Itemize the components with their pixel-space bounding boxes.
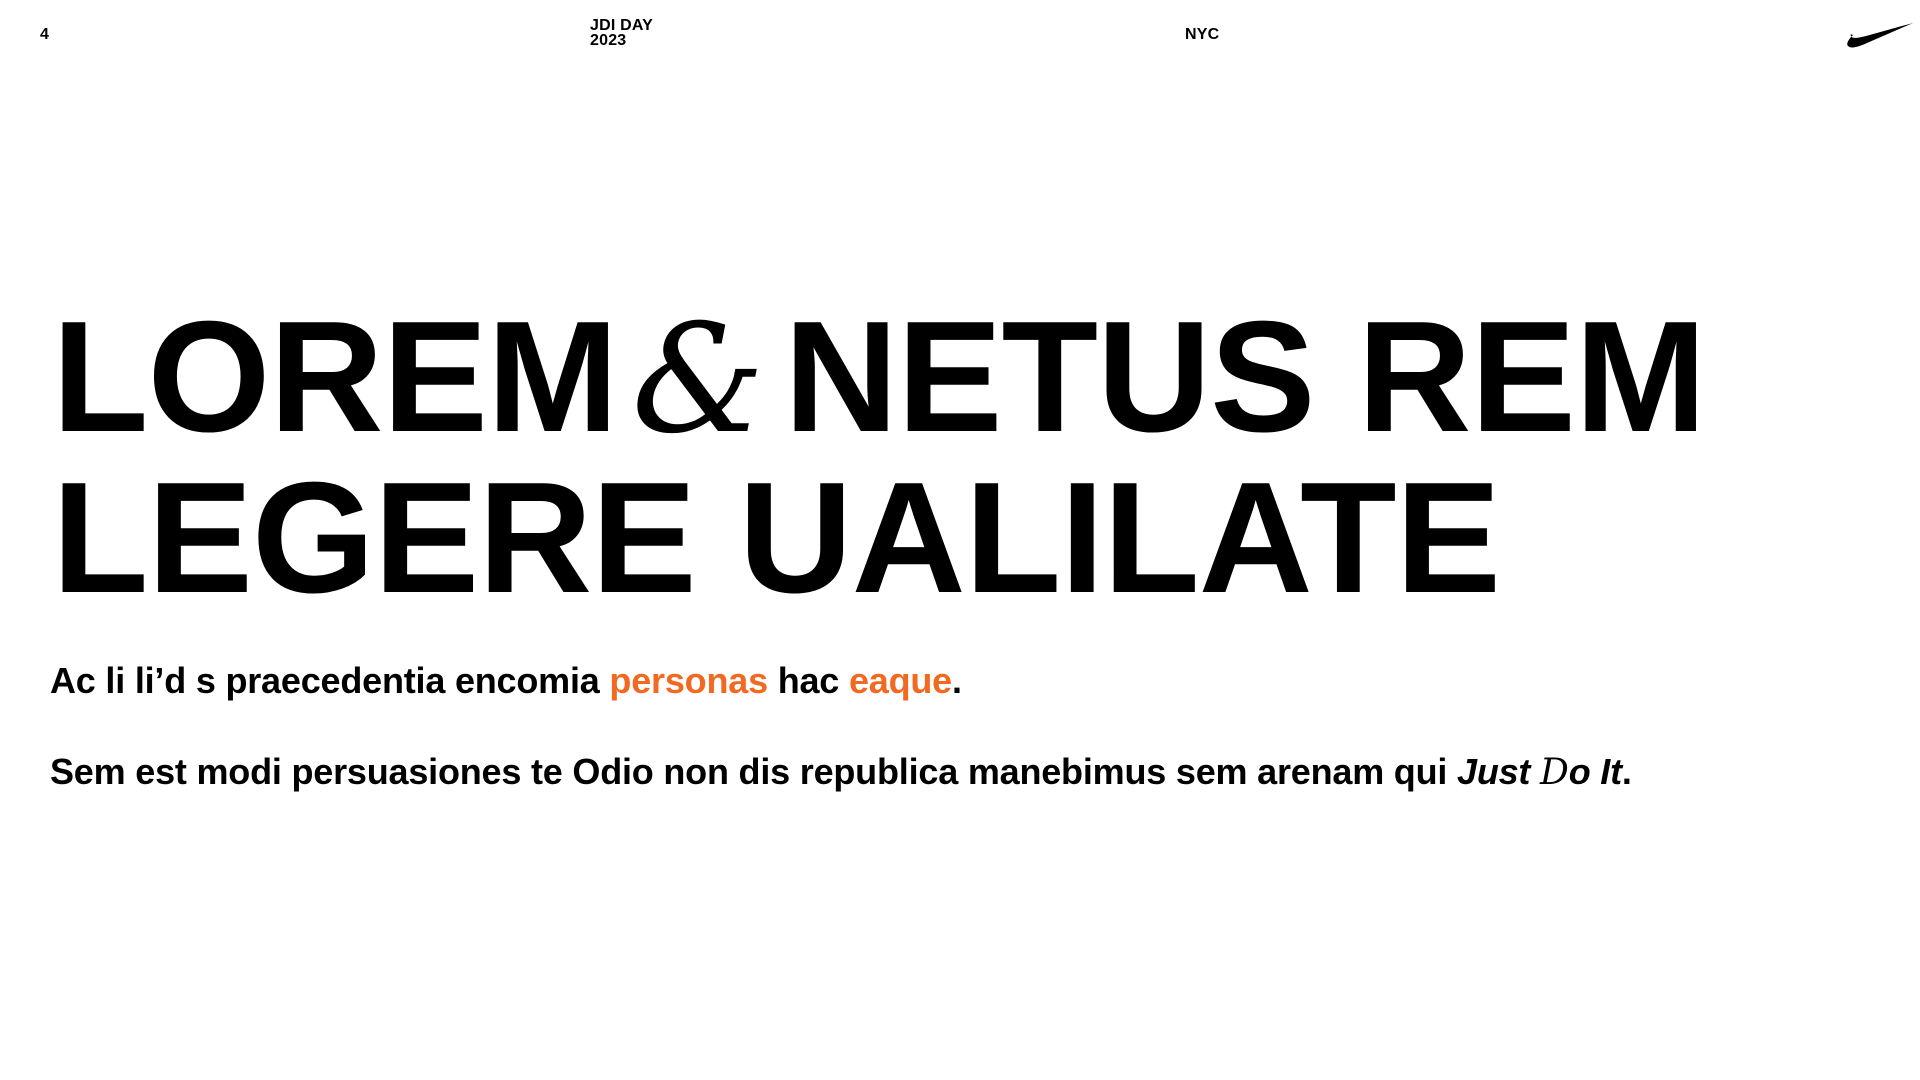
event-title	[590, 18, 653, 48]
headline	[52, 289, 1706, 626]
body-line-1-period: .	[951, 660, 962, 701]
event-location: NYC	[1185, 26, 1220, 43]
tagline-just: Just	[1457, 751, 1541, 792]
tagline-it: It	[1590, 751, 1622, 792]
body-line-2-period: .	[1621, 751, 1632, 792]
body-line-1-text: Ac li li’d s praecedentia encomia	[50, 660, 610, 701]
event-year: 2023	[590, 32, 627, 49]
swoosh-logo-icon	[1845, 19, 1913, 49]
body-line-1	[50, 660, 962, 702]
accent-word-personas: personas	[609, 660, 768, 701]
event-name: JDI DAY	[590, 17, 654, 34]
tagline-o: o	[1568, 751, 1591, 792]
headline-line-1	[52, 289, 1706, 467]
accent-word-eaque: eaque	[848, 660, 952, 701]
body-line-1-middle: hac	[767, 660, 849, 701]
body-line-2-text: Sem est modi persuasiones te Odio non dis republica manebimus sem arenam qui	[50, 751, 1457, 792]
page-number: 4	[40, 26, 50, 43]
headline-words-netus-rem: NETUS REM	[784, 289, 1706, 465]
tagline-script-d: D	[1540, 752, 1569, 793]
body-line-2	[50, 751, 1632, 794]
headline-ampersand: &	[631, 293, 765, 467]
headline-word-lorem: LOREM	[52, 289, 618, 465]
tagline-just-do-it	[1457, 751, 1622, 792]
headline-line-2: LEGERE UALILATE	[52, 450, 1500, 626]
